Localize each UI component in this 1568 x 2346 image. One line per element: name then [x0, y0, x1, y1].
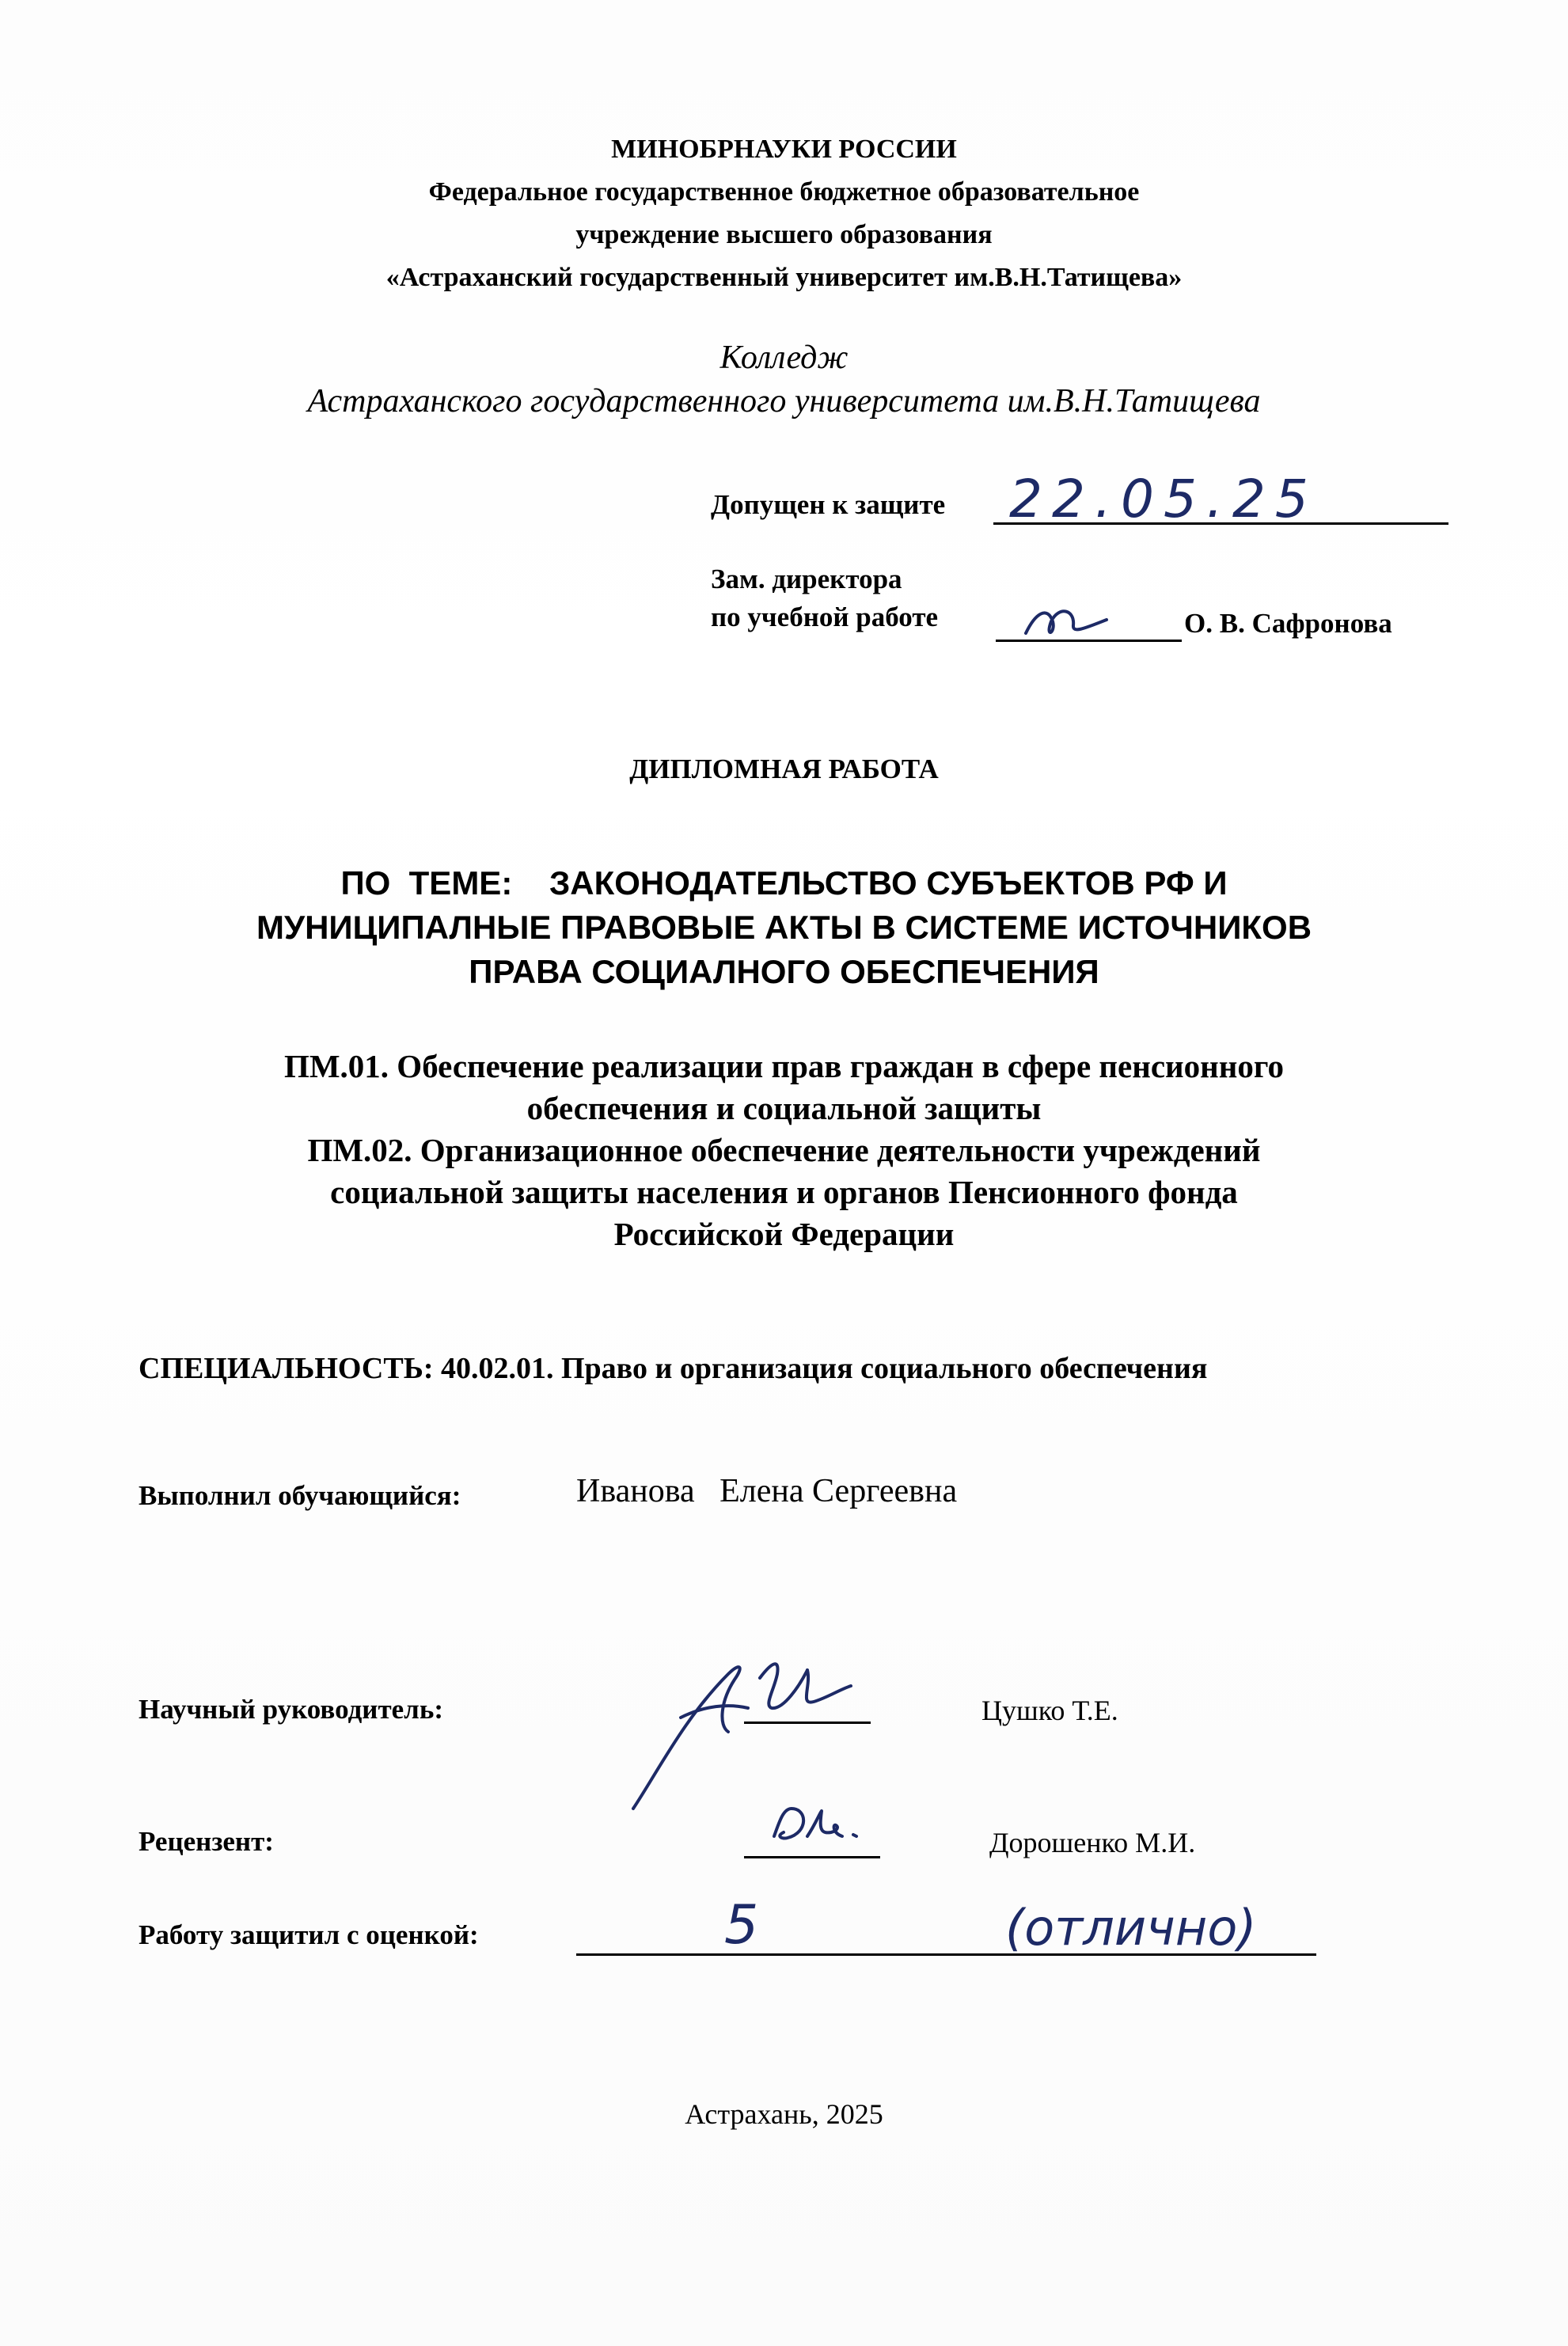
module-line-2: обеспечения и социальной защиты: [526, 1090, 1042, 1126]
institution-line-2: учреждение высшего образования: [575, 220, 993, 249]
supervisor-label: Научный руководитель:: [139, 1694, 443, 1725]
admitted-date-handwriting: [993, 463, 1357, 526]
student-name: Иванова Елена Сергеевна: [576, 1473, 958, 1509]
college-line-2: Астраханского государственного университета им.В.Н.Татищева: [307, 383, 1261, 419]
grade-value: 5: [724, 1894, 759, 1957]
college-name: [0, 336, 1568, 423]
grade-label: Работу защитил с оценкой:: [139, 1919, 479, 1950]
university-name: «Астраханский государственный университет им.В.Н.Татищева»: [385, 263, 1183, 292]
college-line-1: Колледж: [719, 340, 849, 376]
topic-line-3: ПРАВА СОЦИАЛНОГО ОБЕСПЕЧЕНИЯ: [469, 953, 1099, 990]
grade-value-handwriting: [704, 1888, 799, 1959]
grade-word-handwriting: [997, 1888, 1346, 1967]
supervisor-signature-icon: [609, 1630, 910, 1820]
admitted-label: Допущен к защите: [711, 489, 946, 520]
module-line-3: ПМ.02. Организационное обеспечение деятельности учреждений: [307, 1132, 1261, 1168]
thesis-topic: [0, 861, 1568, 994]
deputy-director-label: [711, 560, 938, 636]
professional-modules: [0, 1046, 1568, 1255]
specialty: СПЕЦИАЛЬНОСТЬ: 40.02.01. Право и организация социального обеспечения: [139, 1352, 1208, 1385]
supervisor-name: Цушко Т.Е.: [981, 1695, 1118, 1726]
reviewer-label: Рецензент:: [139, 1826, 274, 1857]
grade-word: (отлично): [1005, 1899, 1257, 1957]
deputy-name: О. В. Сафронова: [1184, 608, 1392, 639]
reviewer-name: Дорошенко М.И.: [989, 1827, 1196, 1858]
reviewer-signature-icon: [760, 1797, 887, 1852]
module-line-4: социальной защиты населения и органов Пенсионного фонда: [330, 1174, 1238, 1210]
module-line-1: ПМ.01. Обеспечение реализации прав граждан в сфере пенсионного: [283, 1048, 1285, 1084]
ministry-name: МИНОБРНАУКИ РОССИИ: [611, 135, 957, 164]
work-type: ДИПЛОМНАЯ РАБОТА: [629, 754, 939, 784]
topic-line-1: ПО ТЕМЕ: ЗАКОНОДАТЕЛЬСТВО СУБЪЕКТОВ РФ И: [340, 864, 1228, 902]
module-line-5: Российской Федерации: [613, 1216, 955, 1252]
institution-header: [0, 128, 1568, 299]
deputy-label-line-2: по учебной работе: [711, 602, 939, 632]
topic-line-2: МУНИЦИПАЛНЫЕ ПРАВОВЫЕ АКТЫ В СИСТЕМЕ ИСТОЧНИКОВ: [256, 909, 1312, 946]
institution-line-1: Федеральное государственное бюджетное образовательное: [428, 177, 1140, 207]
deputy-label-line-1: Зам. директора: [711, 564, 902, 594]
admitted-date: 22.05.25: [1009, 469, 1318, 526]
city-year: Астрахань, 2025: [685, 2098, 883, 2130]
deputy-signature-icon: [1004, 590, 1162, 645]
student-label: Выполнил обучающийся:: [139, 1480, 461, 1511]
